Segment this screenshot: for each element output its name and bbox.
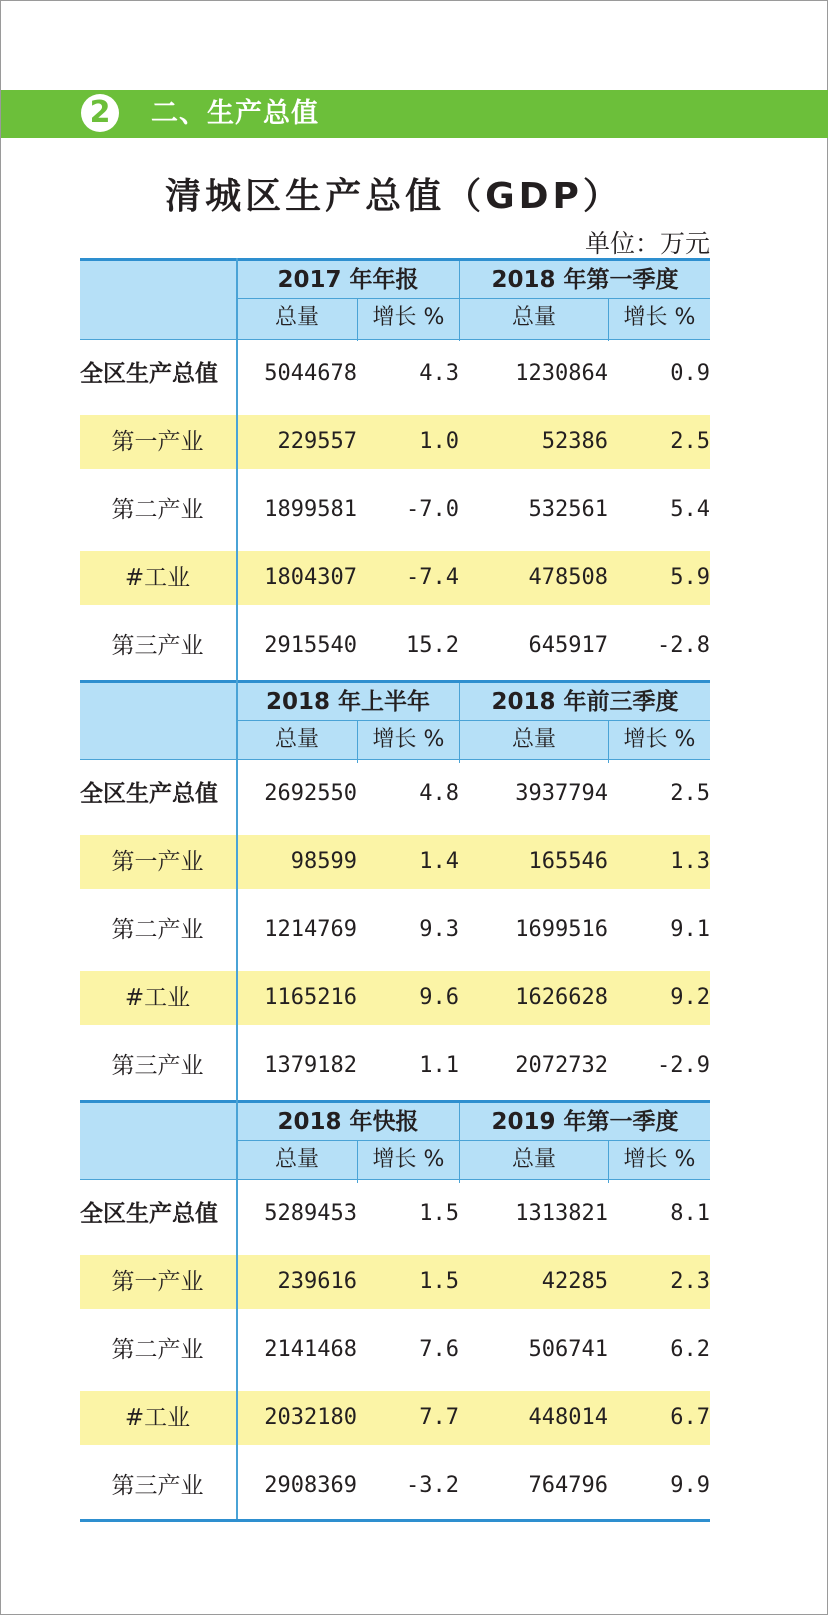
total-value: 2141468 bbox=[264, 1337, 357, 1362]
total-header: 总量 bbox=[274, 305, 319, 330]
table-row bbox=[80, 964, 710, 1032]
growth-value: 7.7 bbox=[419, 1405, 459, 1430]
growth-value: 1.5 bbox=[419, 1269, 459, 1294]
table-row bbox=[80, 408, 710, 476]
table-header bbox=[80, 1100, 710, 1180]
growth-value: 1.5 bbox=[419, 1201, 459, 1226]
grid-line bbox=[608, 720, 609, 763]
row-label: #工业 bbox=[124, 1405, 191, 1431]
total-value: 5044678 bbox=[264, 361, 357, 386]
growth-value: 5.9 bbox=[670, 565, 710, 590]
growth-value: 1.1 bbox=[419, 1053, 459, 1078]
growth-value: 4.3 bbox=[419, 361, 459, 386]
table-block bbox=[80, 1100, 710, 1520]
growth-value: 6.2 bbox=[670, 1337, 710, 1362]
table-bottom-rule bbox=[80, 1519, 710, 1522]
table-row bbox=[80, 476, 710, 544]
table-row bbox=[80, 1384, 710, 1452]
period-header: 2017 年年报 bbox=[277, 267, 419, 293]
row-label: 第三产业 bbox=[111, 633, 204, 659]
table-title: 清城区生产总值（GDP） bbox=[165, 176, 623, 217]
row-label: 第二产业 bbox=[111, 497, 204, 523]
total-value: 5289453 bbox=[264, 1201, 357, 1226]
grid-line bbox=[237, 720, 710, 721]
total-header: 总量 bbox=[274, 727, 319, 752]
growth-header: 增长 % bbox=[623, 1147, 696, 1172]
period-header: 2018 年第一季度 bbox=[491, 267, 679, 293]
row-label: 第二产业 bbox=[111, 1337, 204, 1363]
table-header bbox=[80, 258, 710, 340]
growth-value: 6.7 bbox=[670, 1405, 710, 1430]
total-value: 506741 bbox=[528, 1337, 608, 1362]
total-header: 总量 bbox=[511, 305, 556, 330]
row-label: 全区生产总值 bbox=[80, 781, 218, 807]
growth-value: 1.0 bbox=[419, 429, 459, 454]
total-value: 239616 bbox=[277, 1269, 357, 1294]
row-label: 全区生产总值 bbox=[80, 1201, 218, 1227]
row-label: #工业 bbox=[124, 565, 191, 591]
row-label: 第一产业 bbox=[111, 1269, 204, 1295]
total-value: 229557 bbox=[277, 429, 357, 454]
total-value: 42285 bbox=[541, 1269, 608, 1294]
total-value: 165546 bbox=[528, 849, 608, 874]
growth-header: 增长 % bbox=[623, 305, 696, 330]
total-header: 总量 bbox=[511, 1147, 556, 1172]
table-row bbox=[80, 1032, 710, 1100]
total-value: 2032180 bbox=[264, 1405, 357, 1430]
table-row bbox=[80, 828, 710, 896]
period-header: 2018 年前三季度 bbox=[491, 689, 679, 715]
total-header: 总量 bbox=[274, 1147, 319, 1172]
total-value: 98599 bbox=[290, 849, 357, 874]
total-value: 478508 bbox=[528, 565, 608, 590]
growth-value: 4.8 bbox=[419, 781, 459, 806]
table-block bbox=[80, 680, 710, 1100]
growth-header: 增长 % bbox=[372, 305, 445, 330]
growth-value: -7.4 bbox=[406, 565, 459, 590]
section-number-badge: 2 bbox=[81, 94, 119, 132]
total-value: 1313821 bbox=[515, 1201, 608, 1226]
growth-value: -2.9 bbox=[657, 1053, 710, 1078]
grid-line bbox=[459, 261, 460, 341]
total-value: 1804307 bbox=[264, 565, 357, 590]
total-value: 2915540 bbox=[264, 633, 357, 658]
table-row bbox=[80, 1316, 710, 1384]
period-header: 2018 年上半年 bbox=[265, 689, 431, 715]
total-header: 总量 bbox=[511, 727, 556, 752]
growth-value: 2.5 bbox=[670, 781, 710, 806]
grid-line bbox=[459, 683, 460, 763]
total-value: 1626628 bbox=[515, 985, 608, 1010]
table-row bbox=[80, 340, 710, 408]
gdp-table bbox=[80, 258, 710, 1520]
row-label: 第一产业 bbox=[111, 849, 204, 875]
total-value: 1165216 bbox=[264, 985, 357, 1010]
table-row bbox=[80, 896, 710, 964]
grid-line bbox=[237, 298, 710, 299]
growth-value: 9.3 bbox=[419, 917, 459, 942]
growth-value: 9.1 bbox=[670, 917, 710, 942]
growth-value: 1.4 bbox=[419, 849, 459, 874]
label-column-divider bbox=[236, 258, 238, 1521]
total-value: 645917 bbox=[528, 633, 608, 658]
grid-line bbox=[459, 1103, 460, 1183]
total-value: 764796 bbox=[528, 1473, 608, 1498]
row-label: 第三产业 bbox=[111, 1053, 204, 1079]
section-banner bbox=[1, 90, 828, 138]
row-label: 第一产业 bbox=[111, 429, 204, 455]
growth-value: 1.3 bbox=[670, 849, 710, 874]
grid-line bbox=[357, 720, 358, 763]
growth-value: 9.9 bbox=[670, 1473, 710, 1498]
growth-value: -2.8 bbox=[657, 633, 710, 658]
table-row bbox=[80, 544, 710, 612]
total-value: 52386 bbox=[541, 429, 608, 454]
grid-line bbox=[237, 1140, 710, 1141]
growth-value: 7.6 bbox=[419, 1337, 459, 1362]
row-label: #工业 bbox=[124, 985, 191, 1011]
growth-value: 8.1 bbox=[670, 1201, 710, 1226]
table-row bbox=[80, 612, 710, 680]
row-label: 第三产业 bbox=[111, 1473, 204, 1499]
total-value: 2692550 bbox=[264, 781, 357, 806]
unit-label: 单位：万元 bbox=[584, 229, 710, 258]
table-header bbox=[80, 680, 710, 760]
section-title: 二、生产总值 bbox=[151, 98, 319, 129]
growth-value: 2.5 bbox=[670, 429, 710, 454]
total-value: 448014 bbox=[528, 1405, 608, 1430]
growth-value: 9.6 bbox=[419, 985, 459, 1010]
table-block bbox=[80, 258, 710, 680]
growth-value: 15.2 bbox=[406, 633, 459, 658]
growth-value: 2.3 bbox=[670, 1269, 710, 1294]
period-header: 2019 年第一季度 bbox=[491, 1109, 679, 1135]
growth-header: 增长 % bbox=[372, 727, 445, 752]
grid-line bbox=[608, 298, 609, 341]
growth-header: 增长 % bbox=[372, 1147, 445, 1172]
total-value: 1699516 bbox=[515, 917, 608, 942]
grid-line bbox=[357, 1140, 358, 1183]
total-value: 2908369 bbox=[264, 1473, 357, 1498]
grid-line bbox=[357, 298, 358, 341]
total-value: 1899581 bbox=[264, 497, 357, 522]
total-value: 3937794 bbox=[515, 781, 608, 806]
total-value: 532561 bbox=[528, 497, 608, 522]
growth-value: 5.4 bbox=[670, 497, 710, 522]
total-value: 1214769 bbox=[264, 917, 357, 942]
table-row bbox=[80, 1452, 710, 1520]
total-value: 1379182 bbox=[264, 1053, 357, 1078]
total-value: 1230864 bbox=[515, 361, 608, 386]
total-value: 2072732 bbox=[515, 1053, 608, 1078]
growth-value: -7.0 bbox=[406, 497, 459, 522]
row-label: 全区生产总值 bbox=[80, 361, 218, 387]
table-row bbox=[80, 1248, 710, 1316]
table-row bbox=[80, 760, 710, 828]
row-label: 第二产业 bbox=[111, 917, 204, 943]
grid-line bbox=[608, 1140, 609, 1183]
growth-value: 0.9 bbox=[670, 361, 710, 386]
growth-header: 增长 % bbox=[623, 727, 696, 752]
growth-value: -3.2 bbox=[406, 1473, 459, 1498]
table-row bbox=[80, 1180, 710, 1248]
period-header: 2018 年快报 bbox=[277, 1109, 419, 1135]
growth-value: 9.2 bbox=[670, 985, 710, 1010]
